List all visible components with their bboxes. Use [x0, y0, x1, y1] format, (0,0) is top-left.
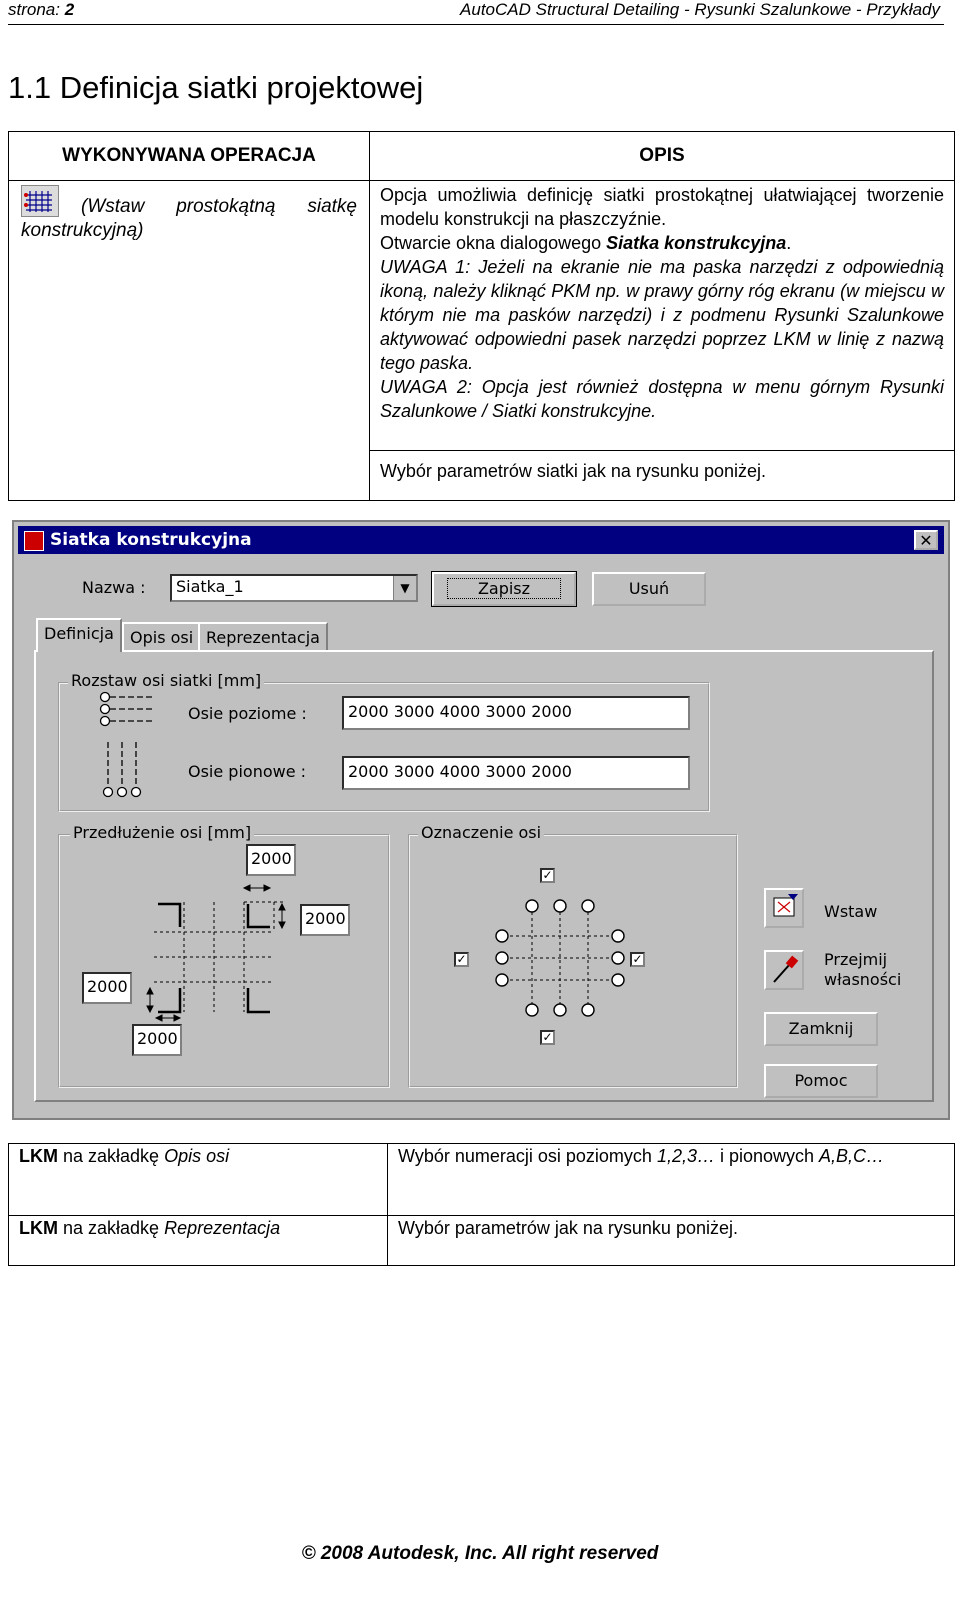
header-divider	[8, 24, 944, 25]
step1-desc-num: 1,2,3…	[656, 1146, 715, 1166]
chevron-down-icon[interactable]: ▼	[393, 576, 416, 600]
desc-para-2-end: .	[786, 233, 792, 253]
app-icon	[24, 531, 44, 551]
match-label-line-2: własności	[824, 970, 902, 989]
eyedropper-icon	[766, 952, 802, 988]
ext-top-input[interactable]: 2000	[246, 844, 296, 876]
step2-text: na zakładkę	[58, 1218, 165, 1238]
step1-desc-mid: i pionowych	[714, 1146, 820, 1166]
delete-button[interactable]: Usuń	[592, 572, 706, 606]
match-properties-label	[824, 950, 901, 990]
grid-icon[interactable]	[21, 185, 59, 217]
insert-label: Wstaw	[824, 902, 878, 921]
desc-para-1: Opcja umożliwia definicję siatki prostokątnej ułatwiającej tworzenie modelu konstrukcji na płaszczyźnie.	[380, 185, 944, 229]
step1-action	[9, 1144, 388, 1216]
step1-desc-text: Wybór numeracji osi poziomych	[398, 1146, 657, 1166]
desc-para-2-text: Otwarcie okna dialogowego	[380, 233, 607, 253]
tab-reprezentacja[interactable]: Reprezentacja	[198, 622, 328, 652]
insert-button[interactable]	[764, 888, 804, 928]
ext-bottom-input[interactable]: 2000	[132, 1024, 182, 1056]
mark-bottom-checkbox[interactable]: ✓	[540, 1030, 555, 1045]
step2-lkm: LKM	[19, 1218, 58, 1238]
operation-cell	[9, 181, 370, 501]
extension-group-label: Przedłużenie osi [mm]	[70, 823, 254, 842]
ext-left-input[interactable]: 2000	[82, 972, 132, 1004]
mark-top-checkbox[interactable]: ✓	[540, 868, 555, 883]
dialog-titlebar[interactable]	[18, 526, 944, 554]
copyright-footer: © 2008 Autodesk, Inc. All right reserved	[301, 1543, 659, 1564]
name-label: Nazwa :	[82, 578, 146, 597]
vertical-axes-input[interactable]: 2000 3000 4000 3000 2000	[342, 756, 690, 790]
marking-group-label: Oznaczenie osi	[418, 823, 544, 842]
col-header-operation: WYKONYWANA OPERACJA	[9, 132, 370, 181]
desc-para-2	[380, 231, 944, 255]
vertical-axes-label: Osie pionowe :	[188, 762, 307, 781]
dialog-window	[12, 520, 950, 1120]
page-label	[8, 0, 74, 20]
desc-note-2: UWAGA 2: Opcja jest również dostępna w menu górnym Rysunki Szalunkowe / Siatki konstrukcyjne.	[380, 377, 944, 421]
spacing-group-label: Rozstaw osi siatki [mm]	[68, 671, 264, 690]
match-label-line-1: Przejmij	[824, 950, 888, 969]
match-properties-button[interactable]	[764, 950, 804, 990]
description-cell	[370, 181, 955, 451]
operation-table	[8, 131, 955, 501]
insert-grid-icon	[766, 890, 802, 926]
step1-desc-letters: A,B,C…	[819, 1146, 885, 1166]
dialog-name-ref: Siatka konstrukcyjna	[606, 233, 787, 253]
name-value: Siatka_1	[176, 577, 244, 596]
description-cell-2: Wybór parametrów siatki jak na rysunku poniżej.	[370, 451, 955, 501]
tab-definicja[interactable]: Definicja	[36, 618, 122, 652]
save-label: Zapisz	[447, 578, 561, 599]
step1-tab-name: Opis osi	[164, 1146, 230, 1166]
page-number: 2	[64, 0, 75, 19]
help-button[interactable]: Pomoc	[764, 1064, 878, 1098]
ext-right-input[interactable]: 2000	[300, 904, 350, 936]
dialog-title: Siatka konstrukcyjna	[50, 530, 252, 550]
mark-left-checkbox[interactable]: ✓	[454, 952, 469, 967]
step1-text: na zakładkę	[58, 1146, 165, 1166]
step2-description: Wybór parametrów jak na rysunku poniżej.	[388, 1216, 955, 1266]
tab-opis-osi[interactable]: Opis osi	[122, 622, 201, 652]
close-button[interactable]: Zamknij	[764, 1012, 878, 1046]
close-icon[interactable]: ✕	[914, 530, 938, 550]
horizontal-axes-icon	[98, 690, 162, 800]
extension-diagram	[74, 872, 374, 1062]
save-button[interactable]	[432, 572, 576, 606]
step2-action	[9, 1216, 388, 1266]
step1-lkm: LKM	[19, 1146, 58, 1166]
horizontal-axes-input[interactable]: 2000 3000 4000 3000 2000	[342, 696, 690, 730]
section-title: 1.1 Definicja siatki projektowej	[8, 70, 424, 105]
steps-table	[8, 1143, 955, 1266]
doc-title: AutoCAD Structural Detailing - Rysunki Szalunkowe - Przykłady	[460, 0, 940, 19]
step2-tab-name: Reprezentacja	[164, 1218, 281, 1238]
col-header-description: OPIS	[370, 132, 955, 181]
desc-note-1: UWAGA 1: Jeżeli na ekranie nie ma paska narzędzi z odpowiednią ikoną, należy kliknąć PKM np. w prawy górny róg ekranu (w miejscu w którym nie ma pasków narzędzi) i z podmenu Rysunki Szalunkowe aktywować odpowiedni pasek narzędzi poprzez LKM w linię z nazwą tego paska.	[380, 257, 944, 373]
mark-right-checkbox[interactable]: ✓	[630, 952, 645, 967]
page-label-text: strona:	[8, 0, 60, 19]
horizontal-axes-label: Osie poziome :	[188, 704, 307, 723]
name-combo[interactable]	[170, 574, 418, 602]
step1-description	[388, 1144, 955, 1216]
operation-text: (Wstaw prostokątną siatkę konstrukcyjną)	[21, 196, 357, 241]
